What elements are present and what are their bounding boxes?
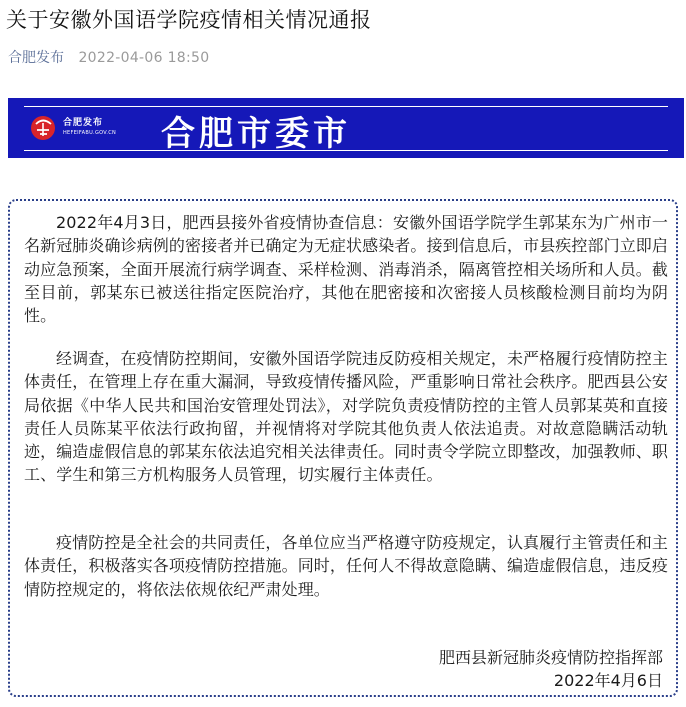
signature-organization: 肥西县新冠肺炎疫情防控指挥部	[438, 648, 663, 667]
header-banner-image	[8, 98, 684, 158]
hefei-fabu-logo-icon	[30, 114, 60, 142]
signature-date: 2022年4月6日	[553, 671, 663, 690]
notice-paragraph-3: 疫情防控是全社会的共同责任，各单位应当严格遵守防疫规定，认真履行主管责任和主体责任，积极落实各项疫情防控措施。同时，任何人不得故意隐瞒、编造虚假信息，违反疫情防控规定的，将依法依规依纪严肃处理。	[24, 533, 669, 599]
notice-paragraph-2: 经调查，在疫情防控期间，安徽外国语学院违反防疫相关规定，未严格履行疫情防控主体责任，在管理上存在重大漏洞，导致疫情传播风险，严重影响日常社会秩序。肥西县公安局依据《中华人民共和国治安管理处罚法》，对学院负责疫情防控的主管人员郭某英和直接责任人员陈某平依法行政拘留，并视情将对学院其他负责人依法追责。对故意隐瞒活动轨迹，编造虚假信息的郭某东依法追究相关法律责任。同时责令学院立即整改，加强教师、职工、学生和第三方机构服务人员管理，切实履行主体责任。	[24, 349, 669, 485]
article-title: 关于安徽外国语学院疫情相关情况通报	[6, 8, 372, 32]
logo-text: 合肥发布	[63, 118, 104, 128]
notice-box	[8, 199, 678, 697]
source-account-link[interactable]: 合肥发布	[8, 50, 64, 66]
notice-paragraph-1: 2022年4月3日，肥西县接外省疫情协查信息：安徽外国语学院学生郭某东为广州市一名新冠肺炎确诊病例的密接者并已确定为无症状感染者。接到信息后，市县疾控部门立即启动应急预案，全面开展流行病学调查、采样检测、消毒消杀，隔离管控相关场所和人员。截至目前，郭某东已被送往指定医院治疗，其他在肥密接和次密接人员核酸检测目前均为阴性。	[24, 213, 669, 326]
banner-title: 合肥市委市	[161, 114, 351, 154]
publish-date: 2022-04-06 18:50	[78, 50, 210, 66]
article-meta	[8, 47, 209, 67]
logo-subtext: HEFEIFABU.GOV.CN	[63, 130, 117, 136]
